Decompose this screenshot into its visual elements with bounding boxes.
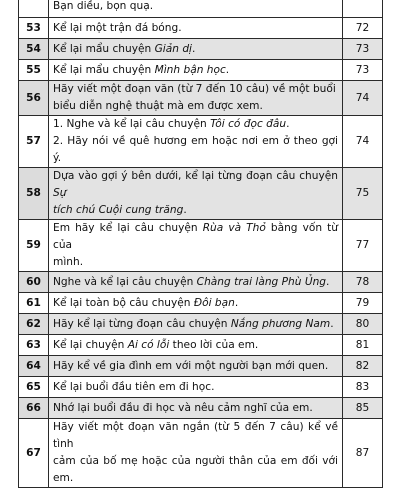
- story-title-text: Chàng trai làng Phù Ủng: [196, 275, 327, 288]
- exercise-description: [49, 419, 343, 488]
- story-title-text: Ai có lỗi: [127, 338, 170, 351]
- story-title-text: Rùa và Thỏ: [202, 222, 266, 234]
- page-number: 73: [343, 60, 383, 81]
- description-line: [53, 274, 338, 291]
- page-number: 74: [343, 116, 383, 168]
- exercise-number: 66: [19, 398, 49, 419]
- story-title-text: Sự: [53, 187, 67, 199]
- description-text: Em hãy kể lại câu chuyện: [53, 222, 203, 234]
- description-line: [53, 98, 338, 115]
- description-text: Nhớ lại buổi đầu đi học và nêu cảm nghĩ của em.: [53, 401, 313, 414]
- page-number: 72: [343, 18, 383, 39]
- exercise-description: [49, 293, 343, 314]
- description-line: [53, 133, 338, 167]
- exercise-description: [49, 272, 343, 293]
- description-text: Kể lại mẩu chuyện: [53, 63, 155, 76]
- page-number: 83: [343, 377, 383, 398]
- description-text: Kể lại chuyện: [53, 338, 128, 351]
- exercise-number: 67: [19, 419, 49, 488]
- description-text: Kể lại mẩu chuyện: [53, 42, 155, 55]
- table-row: [19, 81, 383, 116]
- story-title-text: Nắng phương Nam: [230, 317, 331, 330]
- description-text: Hãy kể về gia đình em với một người bạn mới quen.: [53, 359, 329, 372]
- description-line: [53, 337, 338, 354]
- description-text: 1. Nghe và kể lại câu chuyện: [53, 118, 211, 130]
- description-line: [53, 419, 338, 453]
- description-text: biểu diễn nghệ thuật mà em được xem.: [53, 100, 263, 112]
- table-row: [19, 335, 383, 356]
- page-number: 78: [343, 272, 383, 293]
- description-line: [53, 116, 338, 133]
- contents-table: [18, 0, 383, 488]
- description-line: [53, 379, 338, 396]
- exercise-number: 57: [19, 116, 49, 168]
- page-number: 77: [343, 220, 383, 272]
- contents-table-body: [19, 0, 383, 488]
- page-number: 75: [343, 168, 383, 220]
- table-row: [19, 356, 383, 377]
- exercise-description: [49, 81, 343, 116]
- page-number: 87: [343, 419, 383, 488]
- description-text: 2. Hãy nói về quê hương em hoặc nơi em ở theo gợi ý.: [53, 135, 338, 164]
- exercise-number: 60: [19, 272, 49, 293]
- exercise-number: 63: [19, 335, 49, 356]
- exercise-description: [49, 18, 343, 39]
- description-text: cảm của bố mẹ hoặc của người thân của em đối với em.: [53, 455, 338, 484]
- description-line: [53, 62, 338, 79]
- continuation-row: [19, 0, 383, 18]
- table-row: [19, 314, 383, 335]
- description-text: theo lời của em.: [169, 338, 259, 351]
- description-text: Kể lại buổi đầu tiên em đi học.: [53, 380, 215, 393]
- description-line: [53, 20, 338, 37]
- description-text: Kể lại một trận đá bóng.: [53, 21, 182, 34]
- description-text: Hãy viết một đoạn văn (từ 7 đến 10 câu) về một buổi: [53, 83, 336, 95]
- description-line: [53, 202, 338, 219]
- table-row: [19, 220, 383, 272]
- exercise-number: 65: [19, 377, 49, 398]
- description-text: .: [234, 296, 239, 309]
- table-row: [19, 293, 383, 314]
- description-line: [53, 316, 338, 333]
- exercise-description: [49, 314, 343, 335]
- description-line: [53, 220, 338, 254]
- description-text: mình.: [53, 256, 84, 268]
- continuation-page-cell: [343, 0, 383, 18]
- exercise-description: [49, 168, 343, 220]
- table-row: [19, 377, 383, 398]
- description-text: .: [326, 275, 330, 288]
- exercise-description: [49, 60, 343, 81]
- page-number: 81: [343, 335, 383, 356]
- page-number: 79: [343, 293, 383, 314]
- table-row: [19, 60, 383, 81]
- table-row: [19, 398, 383, 419]
- exercise-description: [49, 335, 343, 356]
- description-text: Hãy kể lại từng đoạn câu chuyện: [53, 317, 231, 330]
- exercise-number: 62: [19, 314, 49, 335]
- story-title-text: Tôi có đọc đâu: [210, 118, 287, 130]
- description-line: [53, 41, 338, 58]
- exercise-number: 64: [19, 356, 49, 377]
- story-title-text: Giản dị: [154, 42, 192, 55]
- description-line: [53, 400, 338, 417]
- story-title-text: tích chú Cuội cung trăng: [53, 204, 184, 216]
- description-text: Dựa vào gợi ý bên dưới, kể lại từng đoạn câu chuyện: [53, 170, 338, 182]
- exercise-description: [49, 220, 343, 272]
- description-line: [53, 81, 338, 98]
- description-text: Nghe và kể lại câu chuyện: [53, 275, 197, 288]
- description-line: [53, 254, 338, 271]
- table-row: [19, 116, 383, 168]
- description-text: .: [225, 63, 230, 76]
- description-text: .: [286, 118, 290, 130]
- story-title-text: Đôi bạn: [193, 296, 235, 309]
- exercise-number: 55: [19, 60, 49, 81]
- exercise-description: [49, 377, 343, 398]
- page-number: 85: [343, 398, 383, 419]
- table-row: [19, 272, 383, 293]
- description-text: .: [183, 204, 187, 216]
- exercise-description: [49, 39, 343, 60]
- exercise-number: 53: [19, 18, 49, 39]
- table-row: [19, 39, 383, 60]
- page-number: 73: [343, 39, 383, 60]
- description-text: .: [330, 317, 334, 330]
- description-line: [53, 168, 338, 202]
- exercise-number: 58: [19, 168, 49, 220]
- exercise-description: [49, 356, 343, 377]
- exercise-description: [49, 398, 343, 419]
- continuation-number-cell: [19, 0, 49, 18]
- table-row: [19, 419, 383, 488]
- description-line: [53, 453, 338, 487]
- exercise-number: 54: [19, 39, 49, 60]
- exercise-number: 59: [19, 220, 49, 272]
- description-text: bằng vốn từ của: [53, 222, 338, 251]
- exercise-number: 61: [19, 293, 49, 314]
- story-title-text: Mình bận học: [154, 63, 226, 76]
- description-line: [53, 295, 338, 312]
- page-number: 82: [343, 356, 383, 377]
- continuation-text: Bạn diều, bọn quạ.: [49, 0, 343, 18]
- description-text: Hãy viết một đoạn văn ngắn (từ 5 đến 7 câu) kể về tình: [53, 421, 338, 450]
- description-line: [53, 358, 338, 375]
- description-text: Kể lại toàn bộ câu chuyện: [53, 296, 194, 309]
- page-number: 80: [343, 314, 383, 335]
- table-row: [19, 18, 383, 39]
- description-text: .: [192, 42, 196, 55]
- table-row: [19, 168, 383, 220]
- exercise-description: [49, 116, 343, 168]
- exercise-number: 56: [19, 81, 49, 116]
- page-number: 74: [343, 81, 383, 116]
